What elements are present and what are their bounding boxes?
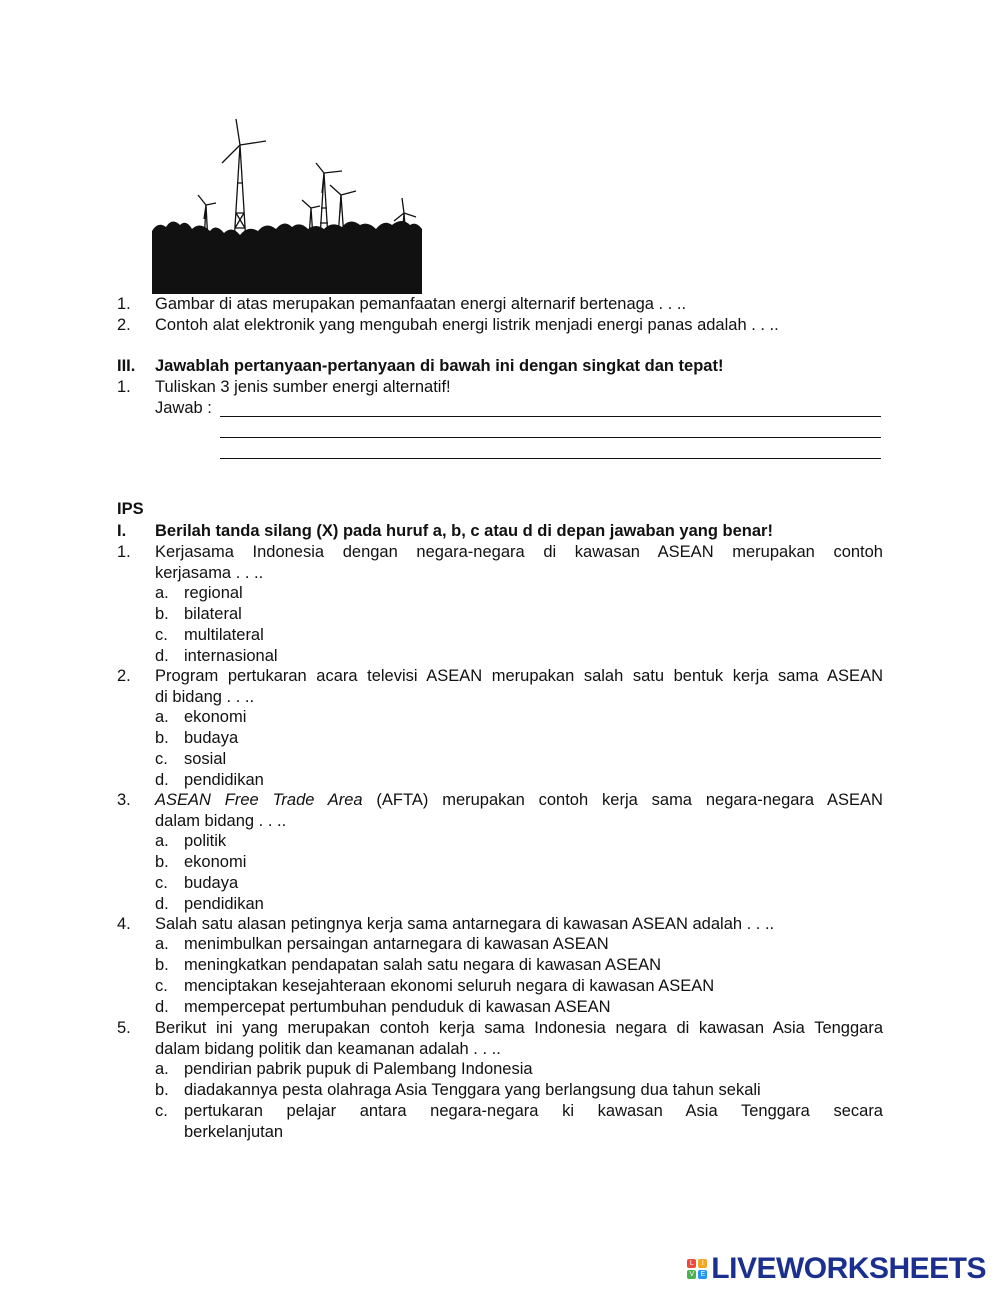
option-c[interactable]: c. budaya (155, 874, 239, 892)
option-b[interactable]: b. bilateral (155, 605, 242, 623)
answer-line-3[interactable] (220, 458, 881, 459)
option-b[interactable]: b. meningkatkan pendapatan salah satu negara di kawasan ASEAN (155, 956, 661, 974)
option-a[interactable]: a. ekonomi (155, 708, 247, 726)
option-d[interactable]: d. mempercepat pertumbuhan penduduk di kawasan ASEAN (155, 998, 611, 1016)
option-d[interactable]: d. internasional (155, 647, 278, 665)
brand-text: LIVEWORKSHEETS (711, 1252, 986, 1285)
option-d[interactable]: d. pendidikan (155, 895, 264, 913)
liveworksheets-icon: L I V E (687, 1259, 707, 1279)
option-a[interactable]: a. pendirian pabrik pupuk di Palembang Indonesia (155, 1060, 533, 1078)
liveworksheets-logo (687, 1251, 986, 1287)
option-c[interactable]: c. menciptakan kesejahteraan ekonomi seluruh negara di kawasan ASEAN (155, 977, 715, 995)
option-a[interactable]: a. regional (155, 584, 243, 602)
option-a[interactable]: a. menimbulkan persaingan antarnegara di kawasan ASEAN (155, 935, 609, 953)
option-b[interactable]: b. ekonomi (155, 853, 247, 871)
option-b[interactable]: b. budaya (155, 729, 239, 747)
option-a[interactable]: a. politik (155, 832, 227, 850)
answer-label: Jawab : (155, 399, 212, 417)
answer-line-1[interactable] (220, 416, 881, 417)
option-c[interactable]: c. sosial (155, 750, 227, 768)
option-b[interactable]: b. diadakannya pesta olahraga Asia Tenggara yang berlangsung dua tahun sekali (155, 1081, 761, 1099)
answer-line-2[interactable] (220, 437, 881, 438)
ips-heading: IPS (117, 500, 144, 518)
option-c[interactable]: c. pertukaran pelajar antara negara-negara ki kawasan Asia Tenggara secara (155, 1102, 883, 1120)
option-c[interactable]: c. multilateral (155, 626, 264, 644)
wind-turbines-image (152, 113, 422, 294)
option-d[interactable]: d. pendidikan (155, 771, 264, 789)
